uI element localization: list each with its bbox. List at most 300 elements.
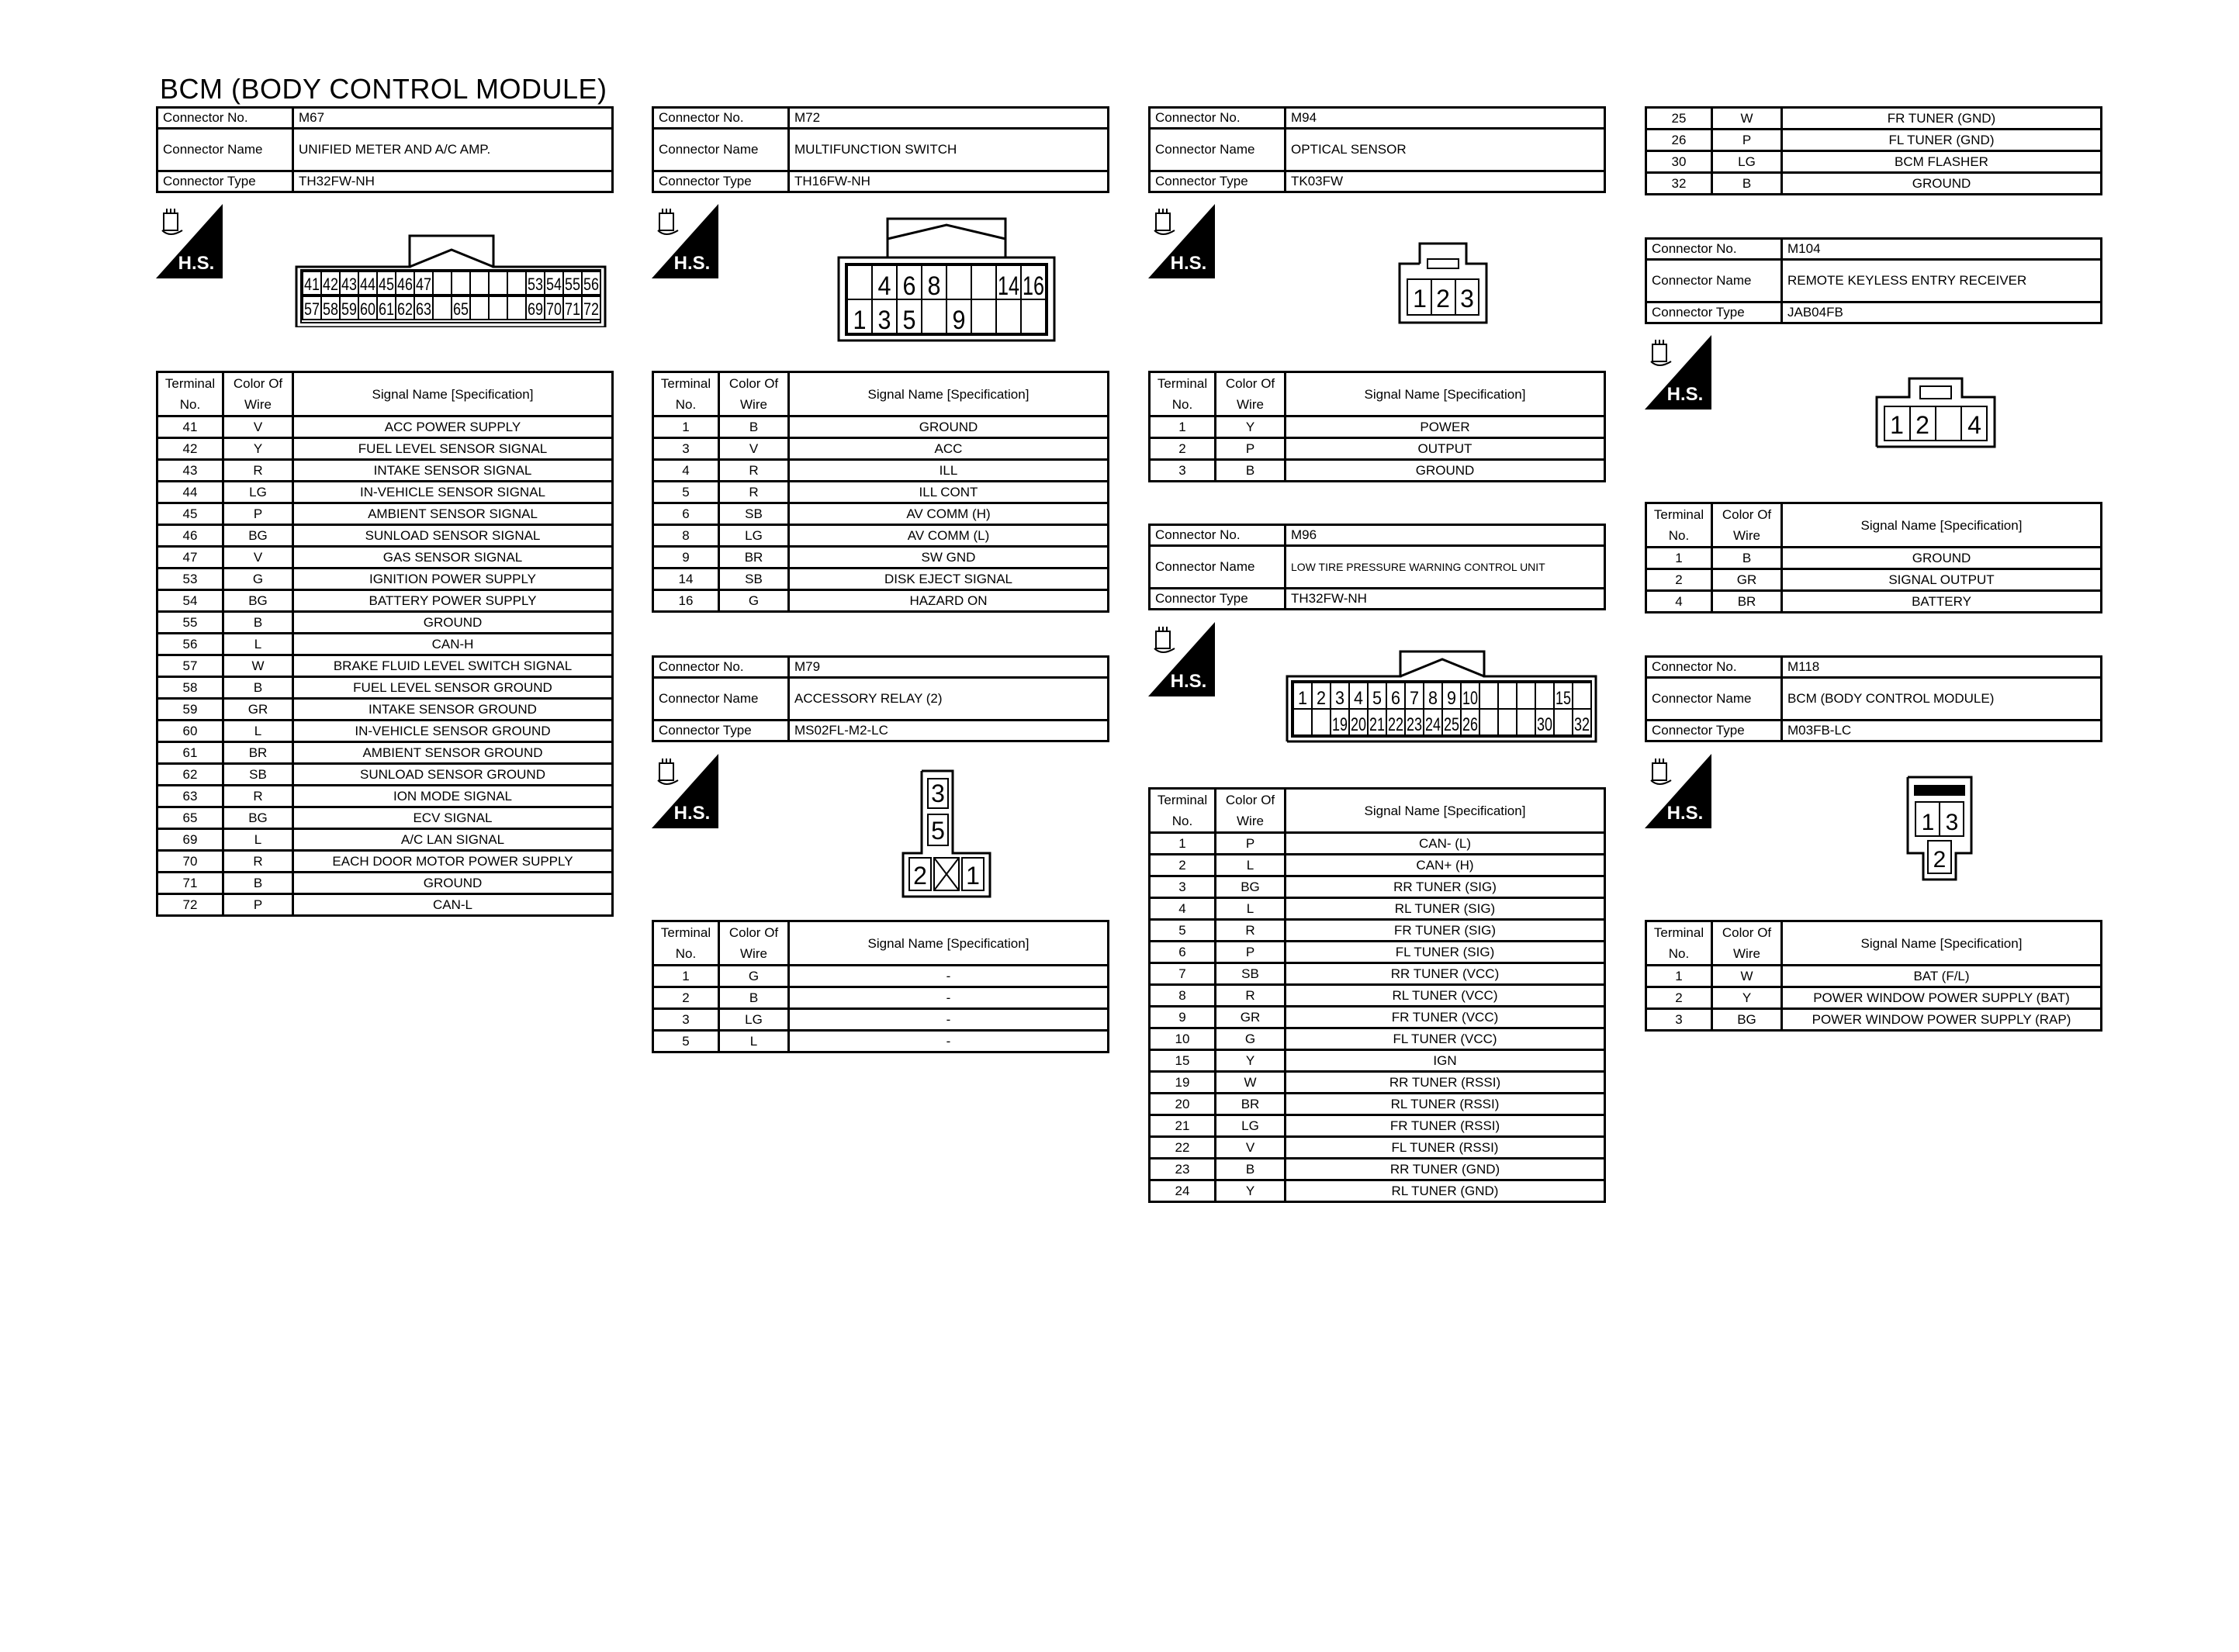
color-cell: R — [223, 851, 293, 873]
signal-cell: - — [789, 1009, 1109, 1031]
color-cell: GR — [1712, 569, 1782, 591]
color-cell: GR — [1216, 1007, 1286, 1028]
m96-pin: 3 — [1335, 688, 1344, 709]
table-row — [157, 525, 613, 547]
table-row — [1646, 548, 2102, 569]
table-row — [1150, 833, 1605, 855]
connector-name-label: Connector Name — [653, 129, 789, 171]
color-cell: R — [719, 460, 789, 482]
color-cell: V — [223, 416, 293, 438]
terminal-cell: 3 — [1150, 876, 1216, 898]
table-row — [1150, 460, 1605, 482]
terminal-cell: 19 — [1150, 1072, 1216, 1094]
terminal-cell: 25 — [1646, 108, 1712, 130]
color-cell: BG — [223, 525, 293, 547]
terminal-cell: 62 — [157, 764, 223, 786]
table-row — [653, 525, 1109, 547]
terminal-table-m96-continued — [1645, 106, 2102, 195]
m104-pin: 2 — [1915, 411, 1929, 439]
m67-pin: 72 — [583, 299, 599, 319]
hs-harness-side-icon — [652, 204, 718, 278]
connector-name-value: REMOTE KEYLESS ENTRY RECEIVER — [1782, 260, 2102, 302]
terminal-cell: 15 — [1150, 1050, 1216, 1072]
pin-cell — [971, 299, 996, 334]
color-cell: BG — [223, 590, 293, 612]
signal-cell: GROUND — [1286, 460, 1605, 482]
m67-pin: 42 — [323, 275, 338, 294]
connector-no-value: M104 — [1782, 239, 2102, 260]
terminal-table-m96 — [1148, 787, 1606, 1203]
connector-name-value: UNIFIED METER AND A/C AMP. — [293, 129, 613, 171]
connector-type-value: TK03FW — [1286, 171, 1605, 192]
col-terminal: Terminal No. — [1646, 503, 1712, 548]
connector-type-label: Connector Type — [1150, 171, 1286, 192]
color-cell: P — [1216, 438, 1286, 460]
connector-no-label: Connector No. — [1646, 657, 1782, 678]
terminal-cell: 6 — [1150, 942, 1216, 963]
color-cell: B — [719, 416, 789, 438]
table-row — [1150, 1050, 1605, 1072]
signal-cell: GROUND — [293, 612, 613, 634]
signal-cell: AMBIENT SENSOR SIGNAL — [293, 503, 613, 525]
connector-no-label: Connector No. — [1150, 525, 1286, 546]
terminal-cell: 41 — [157, 416, 223, 438]
terminal-cell: 30 — [1646, 151, 1712, 173]
pin-cell — [470, 271, 489, 295]
signal-cell: BRAKE FLUID LEVEL SWITCH SIGNAL — [293, 655, 613, 677]
m67-pin: 70 — [546, 299, 562, 319]
connector-name-label: Connector Name — [1646, 260, 1782, 302]
table-row — [1150, 1028, 1605, 1050]
terminal-cell: 60 — [157, 721, 223, 742]
m72-pin: 4 — [877, 271, 891, 301]
m67-pin: 62 — [397, 299, 413, 319]
signal-cell: POWER WINDOW POWER SUPPLY (BAT) — [1782, 987, 2102, 1009]
m67-pin: 43 — [341, 275, 357, 294]
color-cell: BR — [719, 547, 789, 569]
table-row — [653, 438, 1109, 460]
m79-pin: 2 — [913, 862, 927, 890]
m67-pin: 61 — [379, 299, 394, 319]
connector-type-value: MS02FL-M2-LC — [789, 721, 1109, 741]
signal-cell: ECV SIGNAL — [293, 807, 613, 829]
m67-pin: 41 — [304, 275, 320, 294]
color-cell: LG — [223, 482, 293, 503]
m67-pin: 65 — [453, 299, 469, 319]
col-color: Color Of Wire — [223, 372, 293, 416]
color-cell: P — [1216, 942, 1286, 963]
table-row — [157, 438, 613, 460]
m67-pin: 45 — [379, 275, 394, 294]
color-cell: SB — [719, 569, 789, 590]
signal-cell: IN-VEHICLE SENSOR SIGNAL — [293, 482, 613, 503]
color-cell: B — [719, 987, 789, 1009]
connector-no-label: Connector No. — [157, 108, 293, 129]
pin-cell — [507, 271, 526, 295]
terminal-cell: 23 — [1150, 1159, 1216, 1180]
color-cell: Y — [1712, 987, 1782, 1009]
m96-pin: 15 — [1556, 688, 1571, 709]
terminal-cell: 3 — [653, 1009, 719, 1031]
m67-pin: 59 — [341, 299, 357, 319]
col-signal: Signal Name [Specification] — [1286, 789, 1605, 833]
pin-cell — [489, 296, 507, 320]
signal-cell: IGN — [1286, 1050, 1605, 1072]
table-row — [157, 612, 613, 634]
signal-cell: ACC — [789, 438, 1109, 460]
connector-no-value: M118 — [1782, 657, 2102, 678]
terminal-cell: 2 — [653, 987, 719, 1009]
pin-cell — [1293, 709, 1312, 735]
signal-cell: FL TUNER (SIG) — [1286, 942, 1605, 963]
table-row — [1150, 1072, 1605, 1094]
signal-cell: GROUND — [1782, 548, 2102, 569]
m79-pin: 3 — [931, 779, 945, 807]
color-cell: R — [1216, 985, 1286, 1007]
m96-pin: 6 — [1391, 688, 1400, 709]
color-cell: P — [223, 503, 293, 525]
color-cell: L — [1216, 855, 1286, 876]
connector-name-value: OPTICAL SENSOR — [1286, 129, 1605, 171]
table-row — [1150, 876, 1605, 898]
m96-pin: 2 — [1317, 688, 1326, 709]
connector-name-value: LOW TIRE PRESSURE WARNING CONTROL UNIT — [1286, 546, 1605, 589]
terminal-cell: 2 — [1646, 987, 1712, 1009]
signal-cell: GROUND — [1782, 173, 2102, 195]
pin-cell — [1498, 709, 1517, 735]
color-cell: LG — [719, 1009, 789, 1031]
table-row — [653, 547, 1109, 569]
connector-name-label: Connector Name — [1646, 678, 1782, 721]
terminal-cell: 5 — [1150, 920, 1216, 942]
table-row — [653, 987, 1109, 1009]
terminal-cell: 21 — [1150, 1115, 1216, 1137]
table-row — [1150, 1137, 1605, 1159]
terminal-cell: 6 — [653, 503, 719, 525]
hs-label: H.S. — [1170, 671, 1207, 692]
m72-pin: 6 — [902, 271, 916, 301]
signal-cell: CAN- (L) — [1286, 833, 1605, 855]
terminal-cell: 2 — [1150, 855, 1216, 876]
color-cell: B — [1712, 173, 1782, 195]
terminal-cell: 45 — [157, 503, 223, 525]
table-row — [1150, 942, 1605, 963]
table-row — [653, 503, 1109, 525]
terminal-cell: 26 — [1646, 130, 1712, 151]
table-row — [157, 894, 613, 916]
signal-cell: BATTERY POWER SUPPLY — [293, 590, 613, 612]
pin-cell — [489, 271, 507, 295]
m94-pin: 2 — [1436, 285, 1450, 313]
connector-info-table — [1645, 237, 2102, 324]
pin-cell — [946, 265, 971, 299]
table-row — [1150, 438, 1605, 460]
table-row — [1646, 151, 2102, 173]
color-cell: R — [719, 482, 789, 503]
m96-pin: 8 — [1428, 688, 1438, 709]
color-cell: V — [1216, 1137, 1286, 1159]
terminal-cell: 22 — [1150, 1137, 1216, 1159]
table-row — [1646, 569, 2102, 591]
terminal-cell: 1 — [1150, 416, 1216, 438]
col-color: Color Of Wire — [1712, 921, 1782, 966]
signal-cell: GROUND — [789, 416, 1109, 438]
hs-harness-side-icon — [652, 754, 718, 828]
connector-m96-face — [1284, 648, 1599, 748]
m67-pin: 63 — [416, 299, 431, 319]
m96-pin: 21 — [1369, 714, 1385, 735]
terminal-cell: 3 — [1150, 460, 1216, 482]
signal-cell: SUNLOAD SENSOR GROUND — [293, 764, 613, 786]
connector-info-table — [1148, 524, 1606, 610]
terminal-cell: 56 — [157, 634, 223, 655]
color-cell: G — [719, 590, 789, 612]
connector-no-value: M79 — [789, 657, 1109, 678]
connector-info-table — [652, 655, 1109, 742]
m67-bottom-pin-row — [303, 296, 600, 320]
table-row — [157, 482, 613, 503]
signal-cell: RR TUNER (VCC) — [1286, 963, 1605, 985]
m96-pin: 5 — [1372, 688, 1382, 709]
col-color: Color Of Wire — [719, 372, 789, 416]
signal-cell: GAS SENSOR SIGNAL — [293, 547, 613, 569]
signal-cell: RL TUNER (RSSI) — [1286, 1094, 1605, 1115]
pin-cell — [996, 299, 1021, 334]
pin-cell — [507, 296, 526, 320]
color-cell: LG — [719, 525, 789, 547]
terminal-cell: 3 — [653, 438, 719, 460]
signal-cell: ACC POWER SUPPLY — [293, 416, 613, 438]
color-cell: V — [719, 438, 789, 460]
color-cell: L — [223, 721, 293, 742]
signal-cell: RR TUNER (GND) — [1286, 1159, 1605, 1180]
m94-pin: 1 — [1413, 285, 1427, 313]
terminal-cell: 43 — [157, 460, 223, 482]
connector-m118-face — [1905, 774, 1974, 886]
terminal-cell: 2 — [1646, 569, 1712, 591]
terminal-cell: 8 — [1150, 985, 1216, 1007]
signal-cell: RL TUNER (SIG) — [1286, 898, 1605, 920]
color-cell: Y — [223, 438, 293, 460]
terminal-table-m104 — [1645, 502, 2102, 613]
table-row — [157, 851, 613, 873]
signal-cell: SIGNAL OUTPUT — [1782, 569, 2102, 591]
terminal-cell: 69 — [157, 829, 223, 851]
table-row — [1646, 591, 2102, 613]
table-row — [653, 569, 1109, 590]
table-row — [157, 721, 613, 742]
signal-cell: FR TUNER (RSSI) — [1286, 1115, 1605, 1137]
hs-label: H.S. — [673, 253, 711, 274]
connector-type-value: JAB04FB — [1782, 302, 2102, 323]
color-cell: L — [223, 829, 293, 851]
pin-cell — [1312, 709, 1331, 735]
signal-cell: - — [789, 1031, 1109, 1052]
table-row — [653, 1031, 1109, 1052]
signal-cell: AV COMM (L) — [789, 525, 1109, 547]
connector-m72-face — [836, 216, 1057, 347]
m72-pin: 16 — [1023, 271, 1044, 301]
m96-pin: 10 — [1462, 688, 1478, 709]
m96-pin: 22 — [1388, 714, 1403, 735]
color-cell: R — [1216, 920, 1286, 942]
pin-cell — [847, 265, 872, 299]
pin-cell — [1517, 683, 1535, 709]
page-title: BCM (BODY CONTROL MODULE) — [160, 73, 607, 105]
connector-type-label: Connector Type — [1646, 302, 1782, 323]
terminal-cell: 1 — [1646, 966, 1712, 987]
signal-cell: INTAKE SENSOR GROUND — [293, 699, 613, 721]
signal-cell: DISK EJECT SIGNAL — [789, 569, 1109, 590]
terminal-cell: 9 — [1150, 1007, 1216, 1028]
terminal-cell: 72 — [157, 894, 223, 916]
m96-pin: 30 — [1537, 714, 1552, 735]
signal-cell: FL TUNER (VCC) — [1286, 1028, 1605, 1050]
pin-cell — [470, 296, 489, 320]
signal-cell: FL TUNER (RSSI) — [1286, 1137, 1605, 1159]
pin-cell — [1554, 709, 1573, 735]
connector-name-label: Connector Name — [1150, 546, 1286, 589]
connector-name-value: BCM (BODY CONTROL MODULE) — [1782, 678, 2102, 721]
terminal-cell: 1 — [653, 966, 719, 987]
m72-pin: 5 — [902, 306, 916, 335]
terminal-cell: 70 — [157, 851, 223, 873]
connector-no-label: Connector No. — [1150, 108, 1286, 129]
signal-cell: AMBIENT SENSOR GROUND — [293, 742, 613, 764]
col-color: Color Of Wire — [1216, 789, 1286, 833]
m67-pin: 60 — [360, 299, 375, 319]
table-row — [157, 569, 613, 590]
terminal-table-m94 — [1148, 371, 1606, 482]
table-row — [1150, 920, 1605, 942]
color-cell: W — [1216, 1072, 1286, 1094]
color-cell: Y — [1216, 1050, 1286, 1072]
table-row — [157, 764, 613, 786]
m67-pin: 53 — [528, 275, 543, 294]
connector-type-label: Connector Type — [1646, 721, 1782, 741]
m96-pin: 4 — [1354, 688, 1363, 709]
m96-pin: 20 — [1351, 714, 1366, 735]
color-cell: W — [1712, 108, 1782, 130]
table-row — [653, 1009, 1109, 1031]
color-cell: SB — [719, 503, 789, 525]
signal-cell: GROUND — [293, 873, 613, 894]
terminal-cell: 61 — [157, 742, 223, 764]
connector-type-value: TH16FW-NH — [789, 171, 1109, 192]
color-cell: W — [223, 655, 293, 677]
color-cell: B — [1216, 1159, 1286, 1180]
terminal-table-m67 — [156, 371, 614, 917]
pin-cell — [1573, 683, 1591, 709]
pin-cell — [1479, 683, 1498, 709]
signal-cell: BAT (F/L) — [1782, 966, 2102, 987]
signal-cell: FR TUNER (GND) — [1782, 108, 2102, 130]
pin-cell — [433, 296, 452, 320]
hs-label: H.S. — [1170, 253, 1207, 274]
hs-label: H.S. — [673, 803, 711, 824]
table-row — [157, 873, 613, 894]
table-row — [157, 742, 613, 764]
table-row — [157, 503, 613, 525]
terminal-cell: 54 — [157, 590, 223, 612]
signal-cell: RL TUNER (GND) — [1286, 1180, 1605, 1202]
signal-cell: ILL — [789, 460, 1109, 482]
color-cell: P — [1712, 130, 1782, 151]
terminal-cell: 4 — [1646, 591, 1712, 613]
connector-type-value: TH32FW-NH — [1286, 589, 1605, 610]
table-row — [157, 460, 613, 482]
table-row — [1150, 855, 1605, 876]
color-cell: P — [223, 894, 293, 916]
color-cell: V — [223, 547, 293, 569]
col-signal: Signal Name [Specification] — [293, 372, 613, 416]
connector-name-label: Connector Name — [1150, 129, 1286, 171]
col-signal: Signal Name [Specification] — [1782, 921, 2102, 966]
table-row — [653, 416, 1109, 438]
terminal-cell: 44 — [157, 482, 223, 503]
m94-pin: 3 — [1460, 285, 1474, 313]
m67-pin: 46 — [397, 275, 413, 294]
terminal-cell: 1 — [1646, 548, 1712, 569]
terminal-cell: 71 — [157, 873, 223, 894]
terminal-cell: 5 — [653, 1031, 719, 1052]
connector-m67-face — [293, 233, 608, 331]
color-cell: G — [719, 966, 789, 987]
connector-no-value: M67 — [293, 108, 613, 129]
table-row — [1150, 1007, 1605, 1028]
terminal-cell: 57 — [157, 655, 223, 677]
signal-cell: RR TUNER (SIG) — [1286, 876, 1605, 898]
hs-harness-side-icon — [1148, 204, 1215, 278]
connector-type-label: Connector Type — [653, 721, 789, 741]
m67-pin: 71 — [565, 299, 580, 319]
table-row — [1646, 173, 2102, 195]
color-cell: SB — [223, 764, 293, 786]
m96-pin: 24 — [1425, 714, 1441, 735]
color-cell: BR — [223, 742, 293, 764]
table-row — [1150, 898, 1605, 920]
table-row — [157, 655, 613, 677]
terminal-cell: 1 — [1150, 833, 1216, 855]
m67-pin: 56 — [583, 275, 599, 294]
col-signal: Signal Name [Specification] — [789, 921, 1109, 966]
signal-cell: FUEL LEVEL SENSOR SIGNAL — [293, 438, 613, 460]
pin-cell — [433, 271, 452, 295]
signal-cell: RR TUNER (RSSI) — [1286, 1072, 1605, 1094]
terminal-cell: 5 — [653, 482, 719, 503]
terminal-cell: 58 — [157, 677, 223, 699]
col-signal: Signal Name [Specification] — [789, 372, 1109, 416]
m67-pin: 55 — [565, 275, 580, 294]
table-row — [1150, 1180, 1605, 1202]
terminal-cell: 53 — [157, 569, 223, 590]
m118-pin: 2 — [1933, 847, 1947, 873]
signal-cell: SUNLOAD SENSOR SIGNAL — [293, 525, 613, 547]
col-terminal: Terminal No. — [653, 921, 719, 966]
m96-pin: 1 — [1298, 688, 1307, 709]
signal-cell: A/C LAN SIGNAL — [293, 829, 613, 851]
table-row — [1150, 416, 1605, 438]
color-cell: L — [1216, 898, 1286, 920]
connector-type-value: TH32FW-NH — [293, 171, 613, 192]
signal-cell: EACH DOOR MOTOR POWER SUPPLY — [293, 851, 613, 873]
pin-cell — [1517, 709, 1535, 735]
table-row — [653, 590, 1109, 612]
m96-pin: 9 — [1447, 688, 1456, 709]
signal-cell: FL TUNER (GND) — [1782, 130, 2102, 151]
signal-cell: BCM FLASHER — [1782, 151, 2102, 173]
connector-info-table — [1148, 106, 1606, 193]
